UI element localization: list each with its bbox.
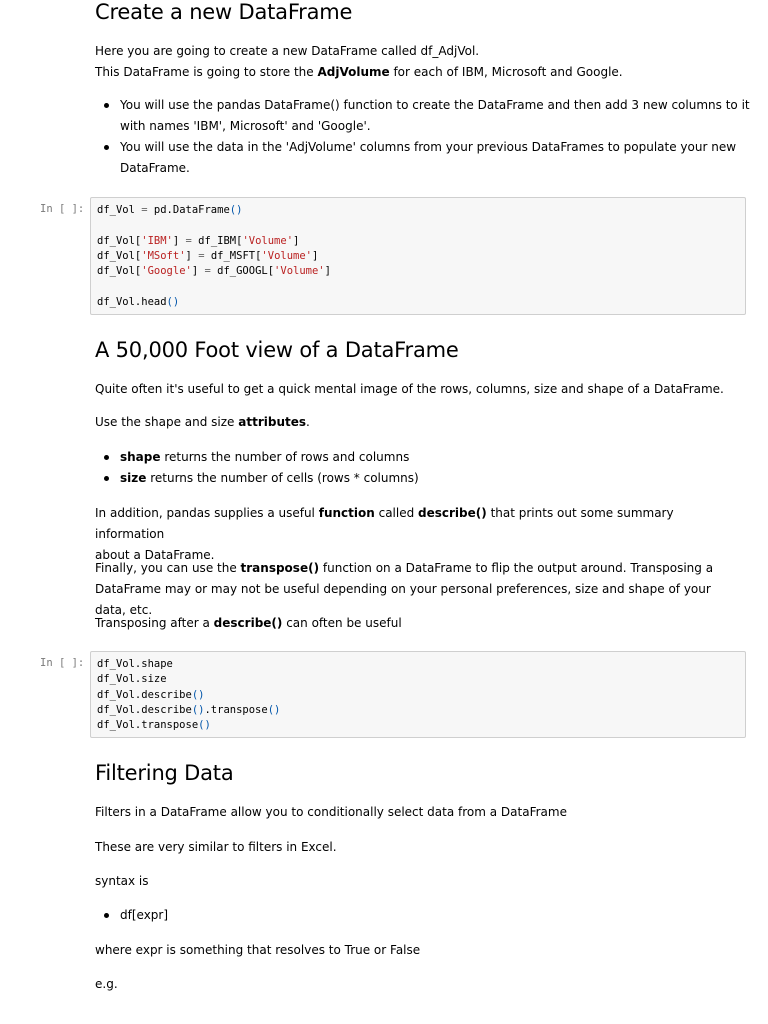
markdown-cell-create-dataframe (95, 41, 735, 83)
paragraph: These are very similar to filters in Excel. (95, 840, 337, 854)
markdown-paragraph-attributes (95, 412, 735, 433)
markdown-paragraph-expr (95, 940, 735, 961)
list-item: size returns the number of cells (rows * columns) (120, 468, 760, 489)
bullet-list-syntax (95, 905, 760, 926)
markdown-paragraph-eg (95, 974, 735, 995)
markdown-paragraph-excel (95, 837, 735, 858)
section-heading-create-dataframe: Create a new DataFrame (95, 0, 353, 24)
intro-line-1: Here you are going to create a new DataFrame called df_AdjVol. (95, 44, 480, 58)
paragraph: Use the shape and size attributes. (95, 415, 310, 429)
paragraph: Transposing after a describe() can often be useful (95, 616, 402, 630)
paragraph: syntax is (95, 874, 149, 888)
list-item: df[expr] (120, 905, 760, 926)
paragraph: Quite often it's useful to get a quick mental image of the rows, columns, size and shape of a DataFrame. (95, 382, 724, 396)
code-cell-shape-size[interactable] (90, 651, 746, 738)
cell-prompt: In [ ]: (40, 203, 85, 215)
list-item: shape returns the number of rows and columns (120, 447, 760, 468)
markdown-paragraph-transpose (95, 558, 745, 621)
list-item: You will use the data in the 'AdjVolume' columns from your previous DataFrames to populate your new DataFrame. (120, 137, 760, 179)
intro-line-2: This DataFrame is going to store the AdjVolume for each of IBM, Microsoft and Google. (95, 65, 623, 79)
paragraph: e.g. (95, 977, 118, 991)
markdown-paragraph-transposing-after (95, 613, 735, 634)
markdown-paragraph-filters (95, 802, 735, 823)
bullet-list-create-dataframe (95, 95, 760, 179)
paragraph: Finally, you can use the transpose() function on a DataFrame to flip the output around. Transposing a DataFrame may or may not be useful depending on your personal preferences, size and shape of your data, etc. (95, 561, 714, 617)
markdown-cell-foot-view (95, 379, 735, 400)
list-item: You will use the pandas DataFrame() function to create the DataFrame and then add 3 new columns to it with names 'IBM', Microsoft' and 'Google'. (120, 95, 760, 137)
section-heading-filtering-data: Filtering Data (95, 761, 234, 785)
paragraph: where expr is something that resolves to True or False (95, 943, 421, 957)
markdown-paragraph-syntax (95, 871, 735, 892)
code-cell-create-dataframe[interactable] (90, 197, 746, 315)
paragraph: Filters in a DataFrame allow you to conditionally select data from a DataFrame (95, 805, 567, 819)
paragraph: In addition, pandas supplies a useful function called describe() that prints out some summary information about a DataFrame. (95, 506, 674, 562)
bullet-list-attributes (95, 447, 760, 489)
code-editor[interactable]: df_Vol = pd.DataFrame() df_Vol['IBM'] = df_IBM['Volume'] df_Vol['MSoft'] = df_MSFT['Volume'] df_Vol['Google'] = df_GOOGL['Volume'] df_Vol.head() (97, 204, 331, 308)
code-editor[interactable]: df_Vol.shape df_Vol.size df_Vol.describe() df_Vol.describe().transpose() df_Vol.transpose() (97, 658, 281, 732)
section-heading-foot-view: A 50,000 Foot view of a DataFrame (95, 338, 459, 362)
markdown-paragraph-describe (95, 503, 735, 566)
cell-prompt: In [ ]: (40, 657, 85, 669)
